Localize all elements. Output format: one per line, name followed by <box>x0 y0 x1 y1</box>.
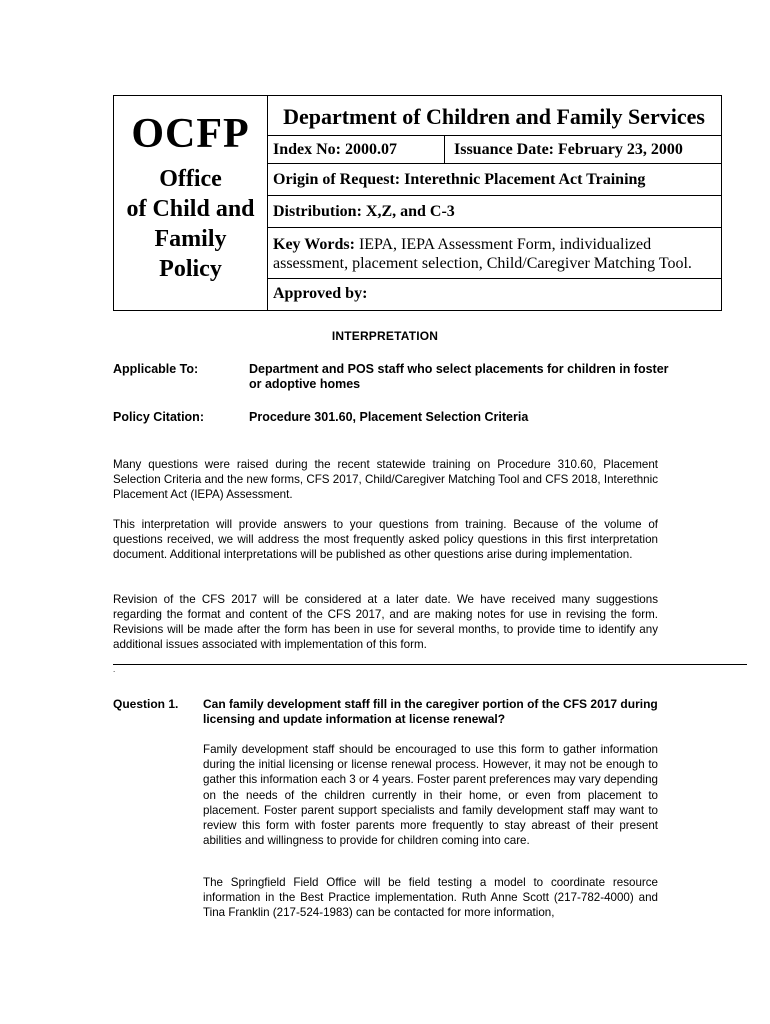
scope-paragraph: This interpretation will provide answers to your questions from training. Because of the volume of questions received, we will address the most frequently asked policy questions in this first interpretation document. Additional interpretations will be published as other questions arise during implementation. <box>113 518 658 561</box>
key-words <box>267 228 721 279</box>
key-words-text: IEPA, IEPA Assessment Form, individualized assessment, placement selection, Child/Caregiver Matching Tool. <box>273 236 692 272</box>
intro-paragraph: Many questions were raised during the recent statewide training on Procedure 310.60, Placement Selection Criteria and the new forms, CFS 2017, Child/Caregiver Matching Tool and CFS 2018, Interethnic Placement Act (IEPA) Assessment. <box>113 458 658 501</box>
divider-mark: . <box>113 665 116 674</box>
citation-label: Policy Citation: <box>113 410 204 424</box>
interpretation-title: INTERPRETATION <box>331 329 439 343</box>
question-1-label: Question 1. <box>113 697 179 711</box>
origin-of-request: Origin of Request: Interethnic Placement Act Training <box>267 164 721 196</box>
approved-by: Approved by: <box>273 285 368 302</box>
office-line: of Child and <box>126 196 255 222</box>
office-line: Policy <box>159 256 222 282</box>
revision-paragraph: Revision of the CFS 2017 will be considered at a later date. We have received many suggestions regarding the format and content of the CFS 2017, and are making notes for use in revising the form. Revisions will be made after the form has been in use for several months, to provide time to identify any additional issues associated with implementation of this form. <box>113 593 658 651</box>
applicable-value: Department and POS staff who select placements for children in foster or adoptive homes <box>249 362 669 391</box>
header-table <box>113 95 722 311</box>
question-1-answer-paragraph-2: The Springfield Field Office will be field testing a model to coordinate resource information in the Best Practice implementation. Ruth Anne Scott (217-782-4000) and Tina Franklin (217-524-1983) can be contacted for more information, <box>203 876 658 920</box>
distribution: Distribution: X,Z, and C-3 <box>267 196 721 228</box>
question-1-answer-paragraph: Family development staff should be encouraged to use this form to gather information during the initial licensing or license renewal process. However, it may not be enough to gather this information each 3 or 4 years. Foster parent preferences may vary depending on the needs of the children currently in their home, or even from placement to placement. Foster parent support specialists and family development staff may want to review this form with foster parents more frequently to stay abreast of their present abilities and willingness to provide for children coming into care. <box>203 743 658 848</box>
office-name <box>114 164 267 284</box>
office-line: Office <box>159 166 222 192</box>
section-divider <box>113 664 747 665</box>
question-1-text: Can family development staff fill in the caregiver portion of the CFS 2017 during licensing and update information at license renewal? <box>203 697 658 726</box>
index-row <box>267 135 721 164</box>
applicable-label: Applicable To: <box>113 362 199 376</box>
issuance-date: Issuance Date: February 23, 2000 <box>454 141 683 158</box>
header-info <box>267 96 721 310</box>
ocfp-logo: OCFP <box>131 111 250 157</box>
index-number: Index No: 2000.07 <box>267 136 445 164</box>
ocfp-logo-box <box>114 96 268 310</box>
citation-value: Procedure 301.60, Placement Selection Criteria <box>249 410 529 424</box>
key-words-label: Key Words: <box>273 236 355 253</box>
office-line: Family <box>154 226 227 252</box>
department-title: Department of Children and Family Services <box>283 104 705 129</box>
